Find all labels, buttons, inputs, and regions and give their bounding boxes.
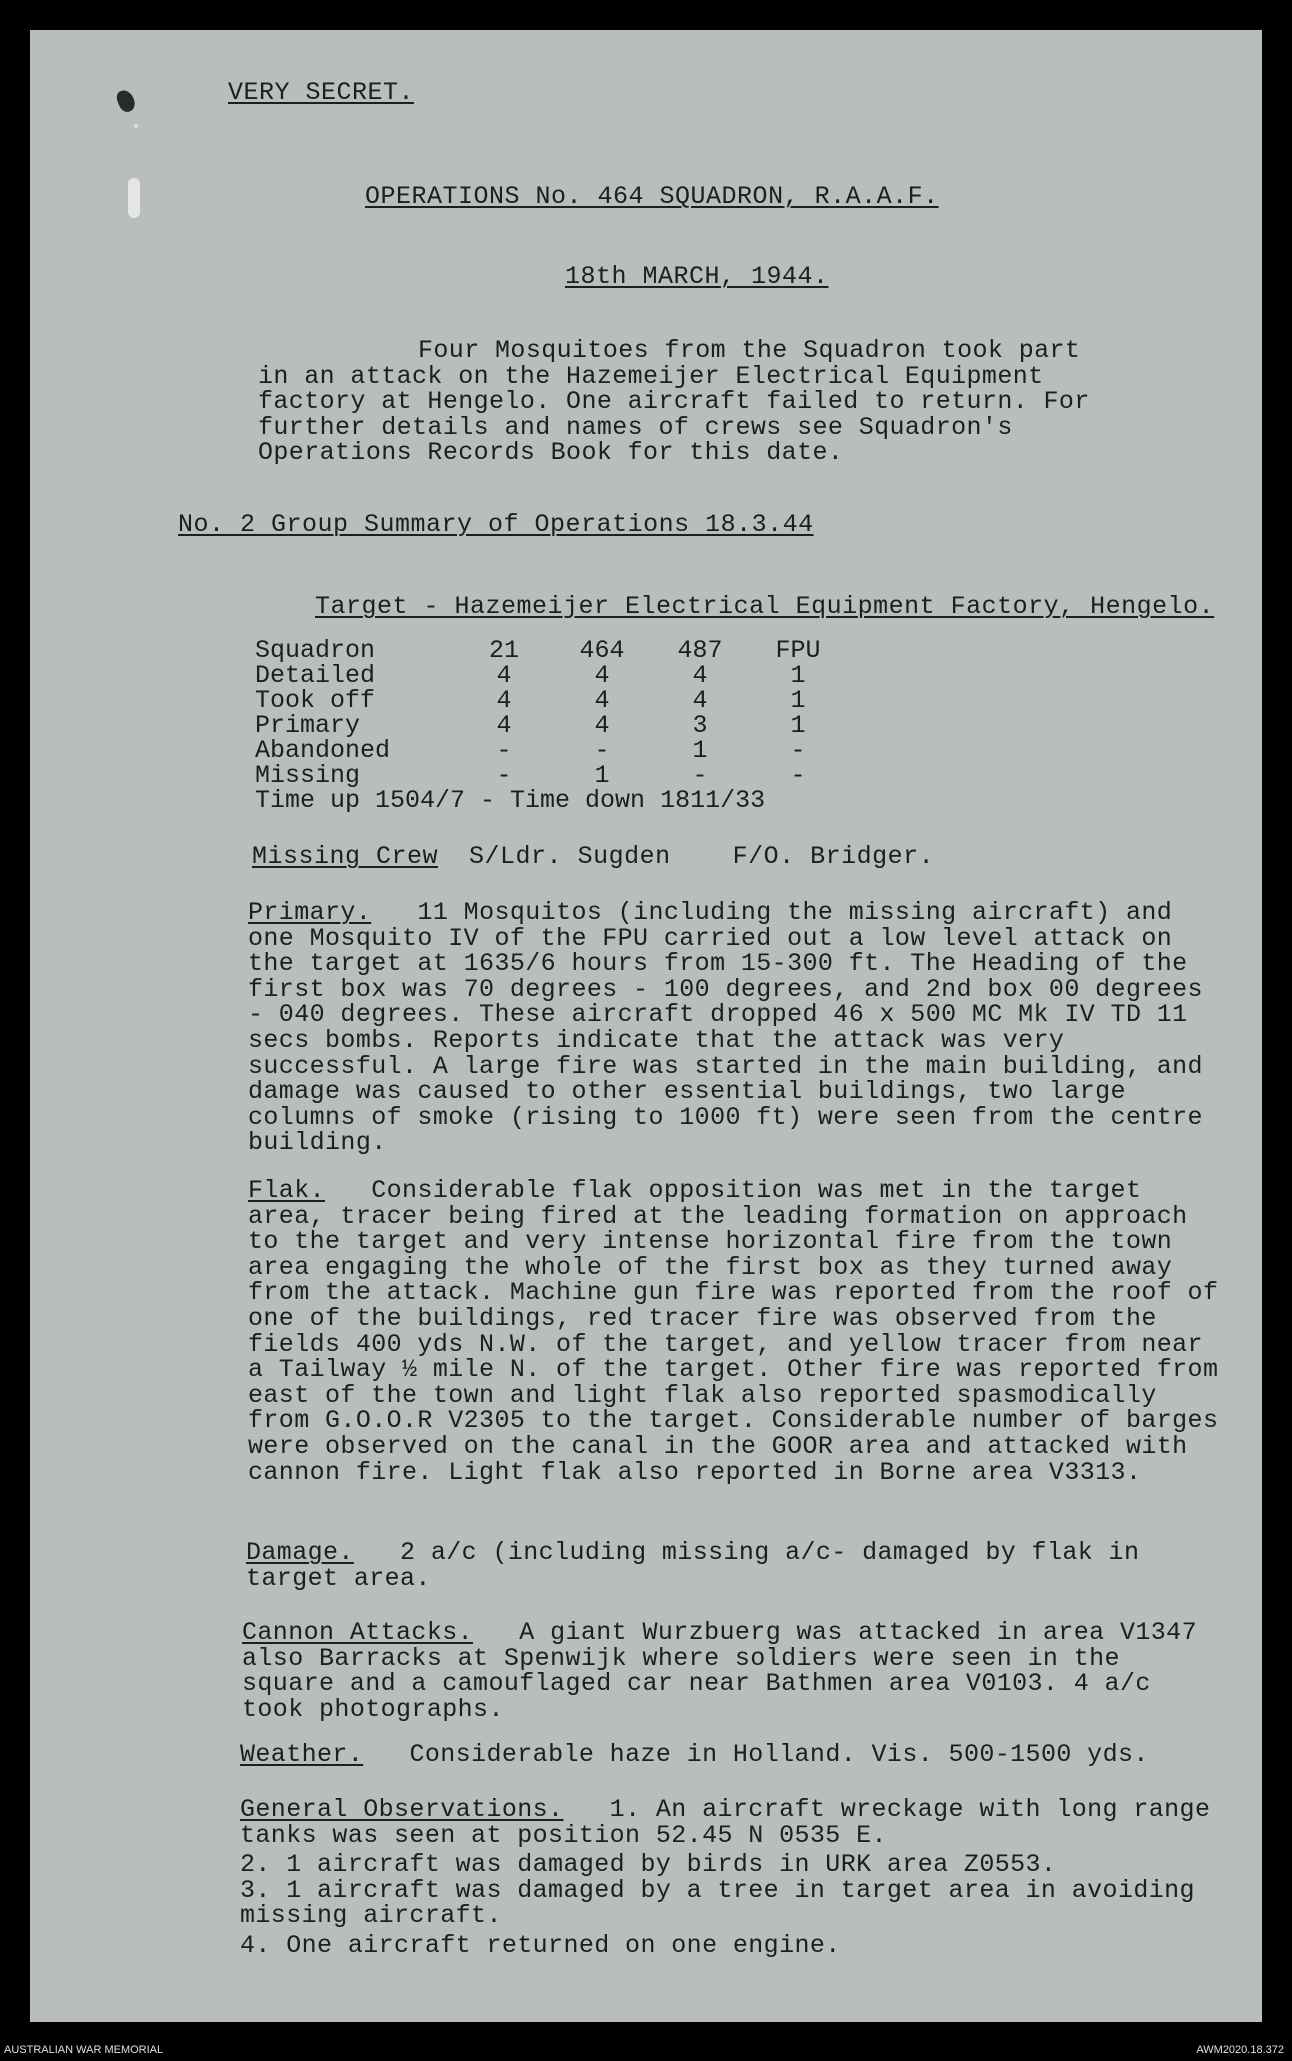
section-primary [248, 900, 1233, 1156]
observation-item: 3. 1 aircraft was damaged by a tree in target area in avoiding missing aircraft. [240, 1875, 1195, 1931]
stats-row-label: Detailed [255, 661, 376, 690]
squadron-stats-table [255, 638, 847, 813]
classification-label: VERY SECRET. [228, 78, 415, 107]
document-date: 18th MARCH, 1944. [565, 262, 829, 291]
section-label: Primary. [248, 898, 372, 927]
stats-row [255, 688, 847, 713]
stats-row [255, 663, 847, 688]
stats-cell: 4 [692, 661, 708, 690]
stats-col-squadron: Squadron [255, 636, 376, 665]
stats-cell: 1 [790, 711, 806, 740]
punch-hole [128, 178, 140, 218]
document-page [30, 30, 1262, 2022]
observations-list [240, 1852, 1225, 1958]
section-text: Considerable flak opposition was met in the target area, tracer being fired at the leading formation on approach to the target and very intense horizontal fire from the town area engaging the whole of the first box as they turned away from the attack. Machine gun fire was reported from the roof of one of the buildings, red tracer fire was observed from the fields 400 yds N.W. of the target, and yellow tracer from near a Tailway ½ mile N. of the target. Other fire was reported from east of the town and light flak also reported spasmodically from G.O.O.R V2305 to the target. Considerable number of barges were observed on the canal in the GOOR area and attacked with cannon fire. Light flak also reported in Borne area V3313. [248, 1176, 1219, 1487]
stats-cell: 1 [692, 736, 708, 765]
stats-cell: 1 [790, 686, 806, 715]
stats-row-label: Primary [255, 711, 361, 740]
stats-cell: 1 [790, 661, 806, 690]
section-label: Damage. [246, 1538, 354, 1567]
stats-col-21: 21 [488, 636, 519, 665]
section-label: General Observations. [240, 1795, 564, 1824]
section-label: Flak. [248, 1176, 326, 1205]
stats-cell: 4 [496, 661, 512, 690]
observation-item: 4. One aircraft returned on one engine. [240, 1930, 841, 1960]
intro-paragraph: Four Mosquitoes from the Squadron took part in an attack on the Hazemeijer Electrical Equipment factory at Hengelo. One aircraft failed to return. For further details and names of crews see Squadron's Operations Records Book for this date. [258, 336, 1090, 468]
stats-cell: - [496, 761, 512, 790]
summary-heading: No. 2 Group Summary of Operations 18.3.44 [178, 510, 814, 539]
document-title: OPERATIONS No. 464 SQUADRON, R.A.A.F. [365, 182, 939, 211]
section-text: A giant Wurzbuerg was attacked in area V1347 also Barracks at Spenwijk where soldiers were seen in the square and a camouflaged car near Bathmen area V0103. 4 a/c took photographs. [242, 1618, 1197, 1724]
stats-cell: 4 [594, 686, 610, 715]
stats-cell: 4 [496, 711, 512, 740]
section-text: 11 Mosquitos (including the missing aircraft) and one Mosquito IV of the FPU carried out a low level attack on the target at 1635/6 hours from 15-300 ft. The Heading of the first box was 70 degrees - 100 degrees, and 2nd box 00 degrees - 040 degrees. These aircraft dropped 46 x 500 MC Mk IV TD 11 secs bombs. Reports indicate that the attack was very successful. A large fire was started in the main building, and damage was caused to other essential buildings, two large columns of smoke (rising to 1000 ft) were seen from the centre building. [248, 898, 1203, 1158]
stats-cell: 1 [594, 761, 610, 790]
section-text: Considerable haze in Holland. Vis. 500-1500 yds. [409, 1740, 1149, 1769]
paper-damage-mark [115, 88, 138, 114]
footer-source: AUSTRALIAN WAR MEMORIAL [4, 2044, 164, 2056]
section-damage [246, 1540, 1231, 1591]
section-label: Weather. [240, 1740, 364, 1769]
stats-cell: 4 [692, 686, 708, 715]
section-text: 2 a/c (including missing a/c- damaged by flak in target area. [246, 1538, 1140, 1593]
section-text: 1. An aircraft wreckage with long range tanks was seen at position 52.45 N 0535 E. [240, 1795, 1211, 1850]
stats-cell: - [790, 736, 806, 765]
stats-row [255, 738, 847, 763]
section-weather [240, 1742, 1225, 1768]
section-general-observations [240, 1797, 1225, 1848]
stats-cell: - [790, 761, 806, 790]
stats-row-label: Missing [255, 761, 361, 790]
stats-col-464: 464 [579, 636, 625, 665]
stats-cell: - [594, 736, 610, 765]
target-heading: Target - Hazemeijer Electrical Equipment Factory, Hengelo. [315, 592, 1215, 621]
missing-crew-names: S/Ldr. Sugden F/O. Bridger. [469, 842, 935, 871]
stats-time-row [255, 788, 847, 813]
stats-row [255, 763, 847, 788]
stats-cell: - [496, 736, 512, 765]
missing-crew-label: Missing Crew [252, 842, 439, 871]
section-label: Cannon Attacks. [242, 1618, 474, 1647]
stats-row-label: Abandoned [255, 736, 391, 765]
time-up-down: Time up 1504/7 - Time down 1811/33 [255, 786, 766, 815]
stats-cell: 4 [496, 686, 512, 715]
stats-cell: 4 [594, 711, 610, 740]
stats-row [255, 713, 847, 738]
paper-damage-speck [134, 124, 138, 128]
stats-col-fpu: FPU [775, 636, 821, 665]
section-flak [248, 1178, 1233, 1485]
footer-accession: AWM2020.18.372 [1196, 2044, 1284, 2056]
stats-header-row [255, 638, 847, 663]
stats-cell: - [692, 761, 708, 790]
missing-crew-line [252, 842, 934, 871]
stats-col-487: 487 [677, 636, 723, 665]
section-cannon-attacks [242, 1620, 1227, 1722]
stats-cell: 3 [692, 711, 708, 740]
observation-item: 2. 1 aircraft was damaged by birds in URK area Z0553. [240, 1850, 1057, 1879]
stats-row-label: Took off [255, 686, 376, 715]
stats-cell: 4 [594, 661, 610, 690]
